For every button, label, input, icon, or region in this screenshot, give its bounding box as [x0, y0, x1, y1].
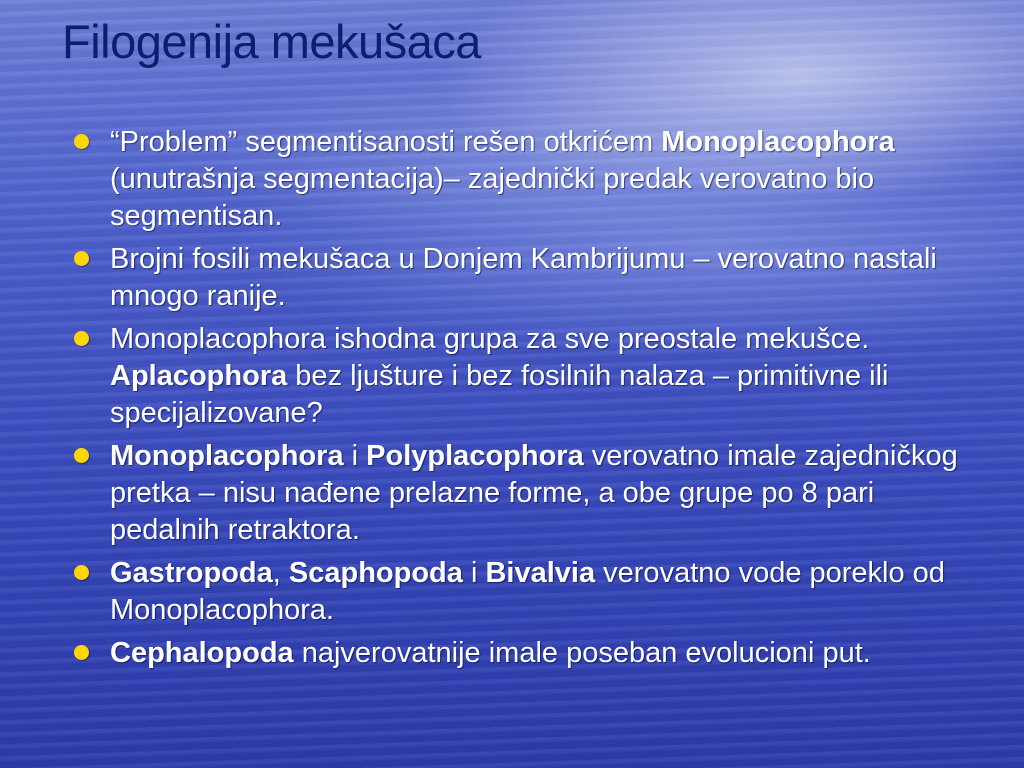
- bullet-term: Monoplacophora: [661, 126, 895, 158]
- bullet-text: “Problem” segmentisanosti rešen otkrićem: [110, 126, 662, 158]
- bullet-text: bez ljušture i bez fosilnih nalaza – primitivne ili specijalizovane?: [110, 360, 889, 429]
- slide-title: Filogenija mekušaca: [62, 15, 481, 68]
- bullet-dot-icon: [74, 448, 89, 463]
- bullet-text: ,: [272, 557, 289, 589]
- bullet-item: [70, 124, 970, 235]
- bullet-text: (unutrašnja segmentacija)– zajednički predak verovatno bio segmentisan.: [110, 163, 875, 232]
- bullet-dot-icon: [74, 565, 89, 580]
- bullet-item: [70, 555, 970, 629]
- bullet-text: i: [462, 557, 486, 589]
- bullet-list: [70, 124, 970, 678]
- bullet-term: Scaphopoda: [288, 557, 463, 589]
- bullet-item: [70, 321, 970, 432]
- bullet-term: Gastropoda: [110, 557, 273, 589]
- bullet-term: Polyplacophora: [366, 440, 584, 472]
- bullet-text: Brojni fosili mekušaca u Donjem Kambrijumu – verovatno nastali mnogo ranije.: [110, 243, 937, 312]
- bullet-term: Bivalvia: [485, 557, 596, 589]
- bullet-item: [70, 635, 970, 672]
- bullet-text: Monoplacophora ishodna grupa za sve preostale mekušce.: [110, 323, 870, 355]
- bullet-text: i: [343, 440, 367, 472]
- bullet-dot-icon: [74, 251, 89, 266]
- bullet-term: Monoplacophora: [110, 440, 344, 472]
- bullet-text: verovatno vode poreklo od Monoplacophora.: [110, 557, 945, 626]
- bullet-text: verovatno imale zajedničkog pretka – nisu nađene prelazne forme, a obe grupe po 8 pari pedalnih retraktora.: [110, 440, 958, 546]
- bullet-item: [70, 241, 970, 315]
- bullet-term: Cephalopoda: [110, 637, 294, 669]
- bullet-dot-icon: [74, 331, 89, 346]
- bullet-text: najverovatnije imale poseban evolucioni put.: [293, 637, 871, 669]
- bullet-item: [70, 438, 970, 549]
- bullet-dot-icon: [74, 645, 89, 660]
- bullet-term: Aplacophora: [110, 360, 288, 392]
- bullet-dot-icon: [74, 134, 89, 149]
